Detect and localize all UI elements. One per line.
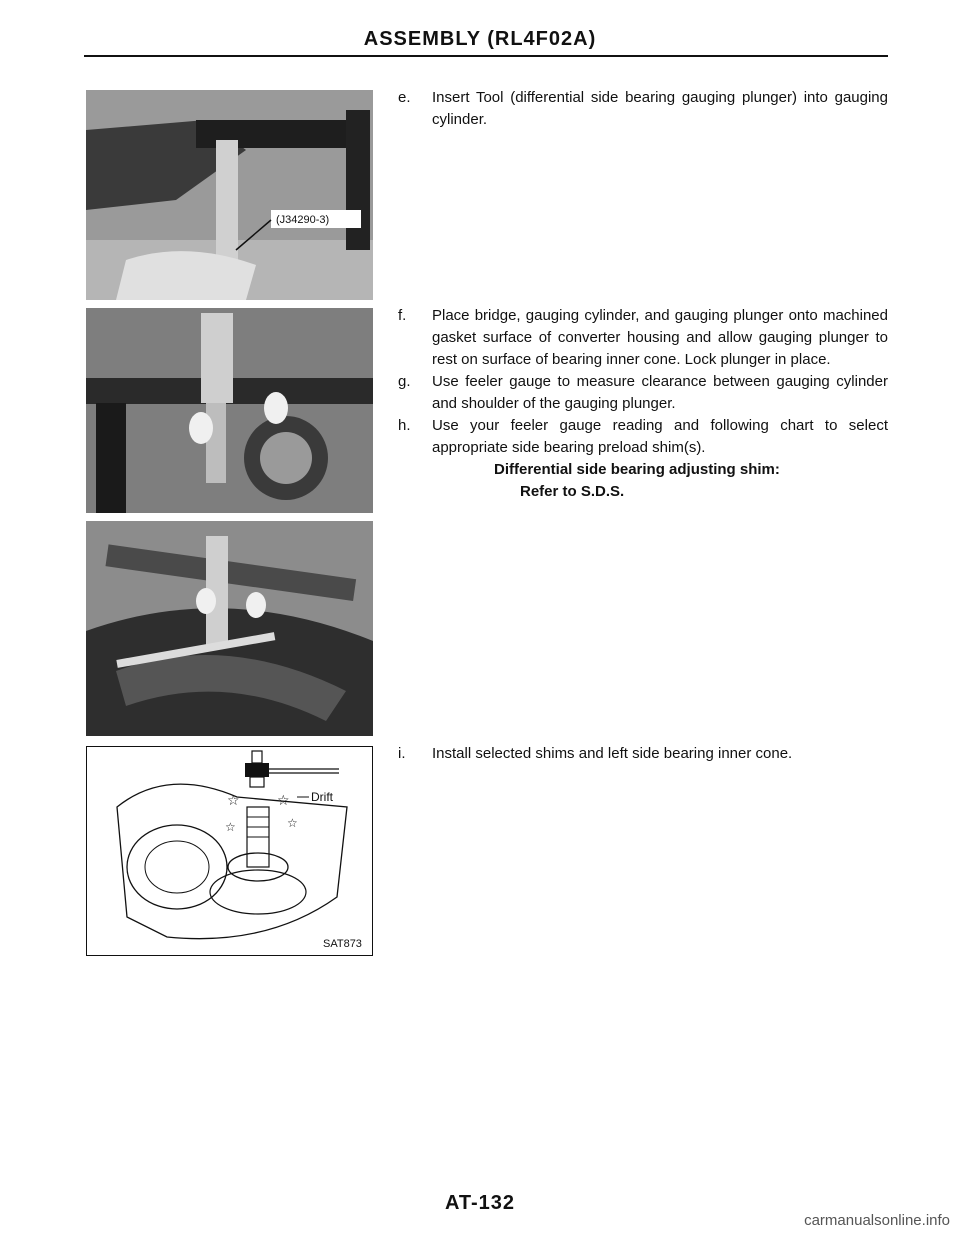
svg-text:☆: ☆ xyxy=(227,792,240,808)
step-letter: h. xyxy=(398,417,411,434)
header-rule xyxy=(84,55,888,57)
step-i xyxy=(398,743,888,765)
photo-bridge-gauge xyxy=(86,308,373,513)
step-h xyxy=(398,415,888,459)
drift-label: Drift xyxy=(311,790,333,804)
svg-text:☆: ☆ xyxy=(287,816,298,830)
svg-text:☆: ☆ xyxy=(277,792,290,808)
step-g xyxy=(398,371,888,415)
step-text: Use feeler gauge to measure clearance between gauging cylinder and shoulder of the gauging plunger. xyxy=(432,373,888,412)
watermark: carmanualsonline.info xyxy=(804,1212,950,1229)
step-e xyxy=(398,87,888,131)
shim-note-value: Refer to S.D.S. xyxy=(520,483,625,500)
step-text: Insert Tool (differential side bearing gauging plunger) into gauging cylinder. xyxy=(432,89,888,128)
step-f xyxy=(398,305,888,371)
shim-note-title: Differential side bearing adjusting shim: xyxy=(494,461,780,478)
step-text: Place bridge, gauging cylinder, and gauging plunger onto machined gasket surface of converter housing and allow gauging plunger to rest on surface of bearing inner cone. Lock plunger in place. xyxy=(432,307,888,368)
steps-f-h xyxy=(398,305,888,503)
photo-plunger-insert xyxy=(86,90,373,300)
step-letter: f. xyxy=(398,307,407,324)
step-text: Install selected shims and left side bearing inner cone. xyxy=(432,745,793,762)
diagram-drift-install xyxy=(86,746,373,956)
step-text: Use your feeler gauge reading and following chart to select appropriate side bearing preload shim(s). xyxy=(432,417,888,456)
page-number: AT-132 xyxy=(444,1192,516,1214)
step-letter: g. xyxy=(398,373,411,390)
step-letter: i. xyxy=(398,745,406,762)
step-letter: e. xyxy=(398,89,411,106)
figure-code: SAT873 xyxy=(323,938,362,950)
tool-callout: (J34290-3) xyxy=(276,214,330,226)
svg-text:☆: ☆ xyxy=(225,820,236,834)
page-title: ASSEMBLY (RL4F02A) xyxy=(363,28,597,50)
photo-feeler-gauge xyxy=(86,521,373,736)
